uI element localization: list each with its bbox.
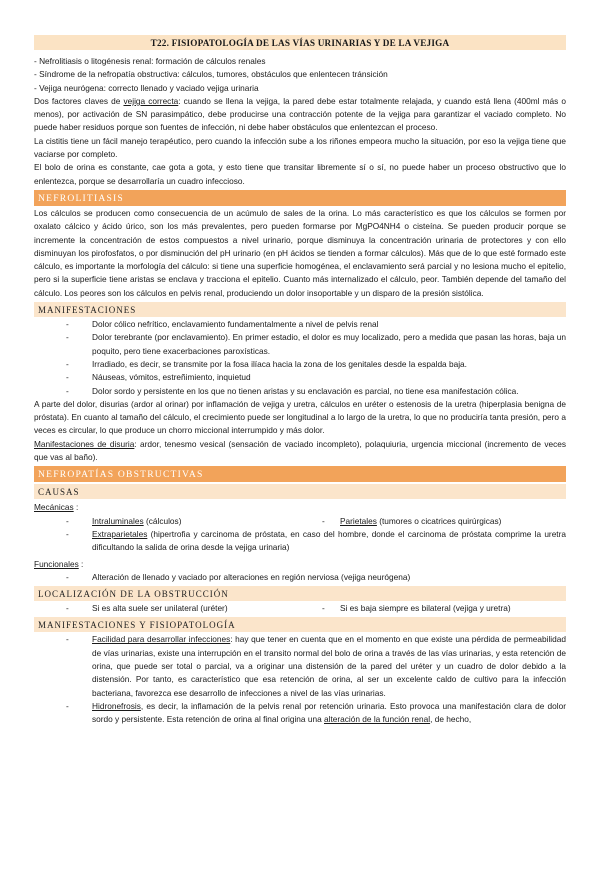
fisiopatologia-list (34, 633, 566, 726)
text-run: , de hecho, (430, 714, 472, 725)
list-item: - Alteración de llenado y vaciado por alteraciones en región nerviosa (vejiga neurógena) (92, 571, 566, 584)
list-item: - Si es baja siempre es bilateral (vejiga y uretra) (300, 602, 566, 615)
list-item: - Dolor terebrante (por enclavamiento). En primer estadio, el dolor es muy localizado, pero a medida que pasan las horas, baja un poquito, pero tiene exacerbaciones paroxísticas. (92, 331, 566, 358)
intro-bullet: - Nefrolitiasis o litogénesis renal: formación de cálculos renales (34, 56, 266, 66)
text-run: : ardor, tenesmo vesical (sensación de vaciado incompleto), polaquiuria, urgencia miccional (incremento de veces que vas al baño). (34, 438, 566, 463)
list-item (92, 700, 566, 727)
intro-paragraph: La cistitis tiene un fácil manejo terapéutico, pero cuando la infección sube a los riñones empeora mucho la situación, por eso la vejiga tiene que vaciarse por completo. (34, 135, 566, 160)
text-run: , es decir, la inflamación de la pelvis renal por retención urinaria. Esto provoca una manifestación clara de dolor sordo y persistente. Esta retención de orina al final origina una (92, 700, 566, 725)
page-title: T22. FISIOPATOLOGÍA DE LAS VÍAS URINARIAS Y DE LA VEJIGA (34, 35, 566, 50)
text-run: (cálculos) (143, 515, 182, 526)
intro-section (34, 55, 566, 188)
extraparietales-list (34, 528, 566, 555)
list-item: - Dolor cólico nefrítico, enclavamiento fundamentalmente a nivel de pelvis renal (92, 318, 566, 331)
underlined-term: Parietales (340, 515, 377, 526)
disuria-paragraph: A parte del dolor, disurias (ardor al orinar) por inflamación de vejiga y uretra, cálculos en uréter o estenosis de la uretra (hiperplasia benigna de próstata). En cuanto al tamaño del cálculo, el crecimiento puede ser longitudinal a lo largo de la uretra, lo que no produciría tanta presión, pero a veces es circular, lo que produce un chorro miccional interrumpido y más dolor. (34, 398, 566, 436)
disuria-manifestations (34, 438, 566, 465)
text-run: (tumores o cicatrices quirúrgicas) (376, 515, 502, 526)
underlined-term: Hidronefrosis (92, 700, 141, 711)
intro-bullet: - Síndrome de la nefropatía obstructiva: cálculos, tumores, obstáculos que enlentecen tránsición (34, 69, 388, 80)
list-item: - Si es alta suele ser unilateral (uréter) (34, 602, 300, 615)
list-item (34, 515, 300, 528)
mecanicas-label: Mecánicas : (34, 502, 79, 513)
list-item (92, 633, 566, 699)
section-heading-nefrolitiasis: NEFROLITIASIS (34, 190, 566, 206)
text-run: : hay que tener en cuenta que en el momento en que existe una pérdida de permeabilidad de vías urinarias, existe una interrupción en el transito normal del bolo de orina a través de las vías urinarias, y esta retención de orina, que puede ser total o parcial, va a originar una distensión de la pared del uréter y un cuadro de dolor debido a la distensión. Por tanto, es característico que esa retención de orina, al ser un excelente caldo de cultivo para la infección bacteriana, favorezca ese desarrollo de infecciones a nivel de las vías urinarias. (92, 634, 566, 698)
manifestaciones-list (34, 318, 566, 398)
underlined-term: Mecánicas (34, 502, 74, 513)
underlined-term: alteración de la función renal (324, 714, 431, 725)
subsection-heading-localizacion: LOCALIZACIÓN DE LA OBSTRUCCIÓN (34, 586, 566, 601)
list-item: - Dolor sordo y persistente en los que no tienen aristas y su enclavación es parcial, no tiene esa manifestación cólica. (92, 385, 566, 398)
underlined-term: Extraparietales (92, 528, 148, 539)
subsection-heading-manifestaciones-fisiopatologia: MANIFESTACIONES Y FISIOPATOLOGÍA (34, 617, 566, 632)
list-item: - Náuseas, vómitos, estreñimiento, inquietud (92, 371, 566, 384)
funcionales-label: Funcionales : (34, 558, 84, 569)
list-item (92, 528, 566, 555)
underlined-term: vejiga correcta (123, 95, 179, 106)
subsection-heading-causas: CAUSAS (34, 484, 566, 499)
underlined-term: Intraluminales (92, 515, 144, 526)
list-item: - Irradiado, es decir, se transmite por la fosa ilíaca hacia la zona de los genitales desde la espalda baja. (92, 358, 566, 371)
funcionales-list (34, 571, 566, 584)
section-heading-nefropatias: NEFROPATÍAS OBSTRUCTIVAS (34, 466, 566, 482)
underlined-term: Facilidad para desarrollar infecciones (92, 634, 231, 645)
text-run: Dos factores claves de (34, 95, 124, 106)
intro-paragraph: El bolo de orina es constante, cae gota a gota, y esto tiene que transitar libremente sí o sí, no puede haber un proceso obstructivo que lo enlentezca, porque se desarrollaría un cuadro infeccioso. (34, 162, 566, 186)
underlined-term: Manifestaciones de disuria (34, 438, 135, 449)
nefrolitiasis-paragraph: Los cálculos se producen como consecuencia de un acúmulo de sales de la orina. Lo más característico es que los cálculos se formen por oxalato cálcico y ácido úrico, son los más prevalentes, pero pueden formarse por MgPO4NH4 o cisteína. Se pueden producir porque se incremente la concentración de estos compuestos a nivel urinario, porque disminuya la concentración urinaria de protectores y con ello disminuyan los pirofosfatos, o por disminución del pH urinario (en pH ácidos se tienden a formar cálculos). Más que de lo que esté formado este cálculo, es importante la morfología del cálculo: si tiene una superficie homogénea, el enclavamiento será parcial y no lesiona mucho el epitelio, pero si la superficie tiene aristas se enclava y tracciona el epitelio. Cuanto más internalizado el cálculo, peor. También depende del tamaño del cálculo. Los peores son los cálculos en pelvis renal, produciendo un dolor insoportable y un disparo de la presión sistólica. (34, 207, 566, 298)
intro-bullet: - Vejiga neurógena: correcto llenado y vaciado vejiga urinaria (34, 82, 259, 93)
document-page (0, 35, 600, 883)
text-run: : cuando se llena la vejiga, la pared debe estar totalmente relajada, y cuando está llena (400ml más o menos), por activación de SN parasimpático, debe producirse una contracción potente de la vejiga para garantizar el vaciado completo. No puede haber residuos porque son fuentes de infección, ni debe haber obstáculos que enlentezcan el proceso. (34, 95, 566, 133)
intro-paragraph (34, 95, 566, 135)
list-item (300, 515, 566, 528)
underlined-term: Funcionales (34, 558, 79, 569)
mecanicas-row (34, 515, 566, 528)
text-run: (hipertrofia y carcinoma de próstata, en caso del hombre, donde el carcinoma de próstata comprime la uretra dificultando la salida de orina desde la vejiga urinaria) (92, 528, 566, 553)
subsection-heading-manifestaciones: MANIFESTACIONES (34, 302, 566, 317)
localizacion-row (34, 602, 566, 615)
